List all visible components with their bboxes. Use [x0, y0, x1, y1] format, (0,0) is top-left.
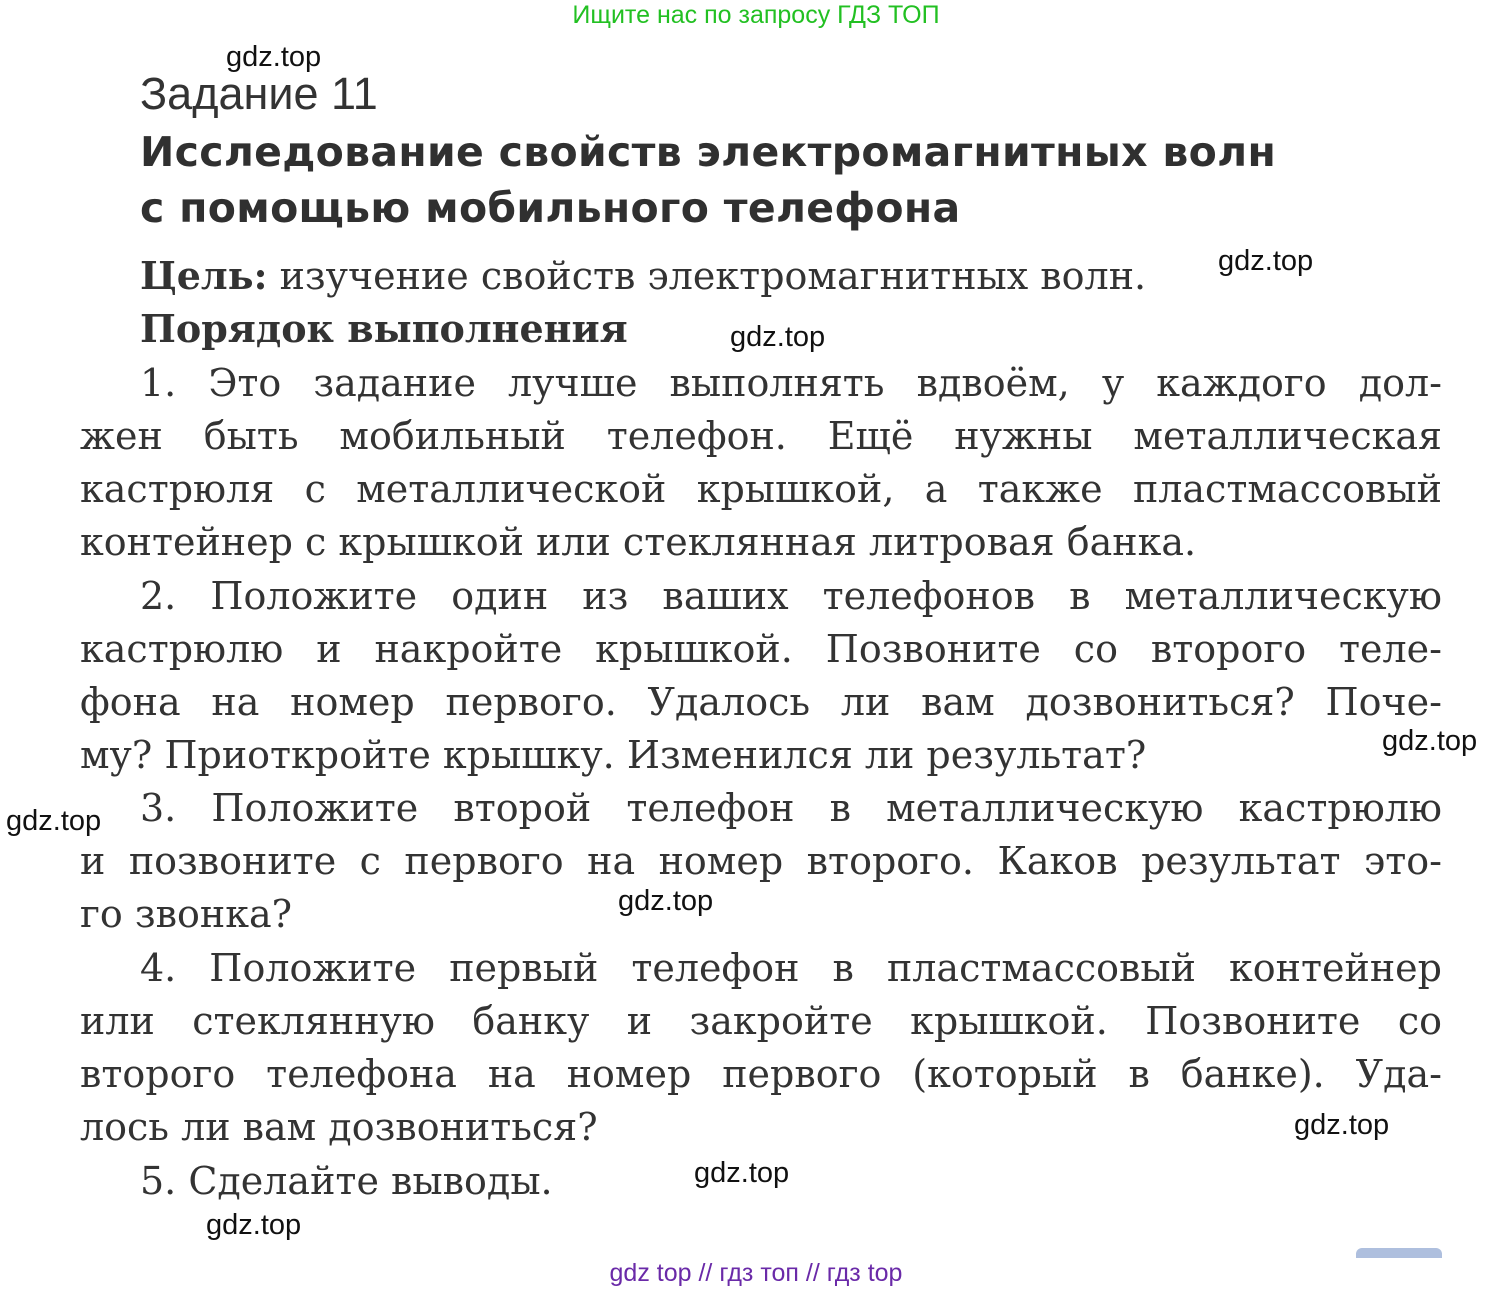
watermark: gdz.top — [226, 41, 322, 73]
task-title-line-1: Исследование свойств электромагнитных волн — [140, 128, 1277, 176]
step-2-line-4: му? Приоткройте крышку. Изменился ли результат? — [80, 733, 1147, 777]
step-1-line-2: жен быть мобильный телефон. Ещё нужны металлическая — [80, 414, 1442, 458]
watermark: gdz.top — [1294, 1109, 1390, 1141]
step-4-line-2: или стеклянную банку и закройте крышкой. Позвоните со — [80, 999, 1442, 1043]
goal-line — [140, 253, 1146, 299]
page-corner-tab — [1356, 1248, 1442, 1258]
watermark: gdz.top — [730, 321, 826, 353]
step-5-line: 5. Сделайте выводы. — [140, 1159, 553, 1203]
watermark: gdz.top — [1218, 245, 1314, 277]
watermark: gdz.top — [618, 885, 714, 917]
task-number: Задание 11 — [140, 68, 378, 119]
step-2-line-1: 2. Положите один из ваших телефонов в металлическую — [140, 574, 1442, 618]
step-1-line-1: 1. Это задание лучше выполнять вдвоём, у каждого дол- — [140, 361, 1442, 405]
watermark: gdz.top — [6, 805, 102, 837]
step-1-line-3: кастрюля с металлической крышкой, а также пластмассовый — [80, 467, 1442, 511]
goal-label: Цель: — [140, 253, 268, 298]
step-1-line-4: контейнер с крышкой или стеклянная литровая банка. — [80, 520, 1197, 564]
top-banner[interactable]: Ищите нас по запросу ГДЗ ТОП — [572, 1, 940, 29]
watermark: gdz.top — [1382, 725, 1478, 757]
footer-links[interactable]: gdz top // гдз топ // гдз top — [609, 1259, 903, 1287]
procedure-heading: Порядок выполнения — [140, 306, 628, 351]
task-title-line-2: с помощью мобильного телефона — [140, 184, 961, 232]
goal-text: изучение свойств электромагнитных волн. — [279, 254, 1147, 298]
step-4-line-3: второго телефона на номер первого (который в банке). Уда- — [80, 1052, 1442, 1096]
step-2-line-2: кастрюлю и накройте крышкой. Позвоните со второго теле- — [80, 627, 1442, 671]
step-3-line-2: и позвоните с первого на номер второго. Каков результат это- — [80, 839, 1442, 883]
watermark: gdz.top — [206, 1209, 302, 1241]
step-4-line-1: 4. Положите первый телефон в пластмассовый контейнер — [140, 946, 1442, 990]
step-3-line-3: го звонка? — [80, 892, 292, 936]
step-3-line-1: 3. Положите второй телефон в металлическую кастрюлю — [140, 786, 1442, 830]
step-2-line-3: фона на номер первого. Удалось ли вам дозвониться? Поче- — [80, 680, 1442, 724]
watermark: gdz.top — [694, 1157, 790, 1189]
task-title — [140, 124, 1276, 236]
step-4-line-4: лось ли вам дозвониться? — [80, 1105, 598, 1149]
